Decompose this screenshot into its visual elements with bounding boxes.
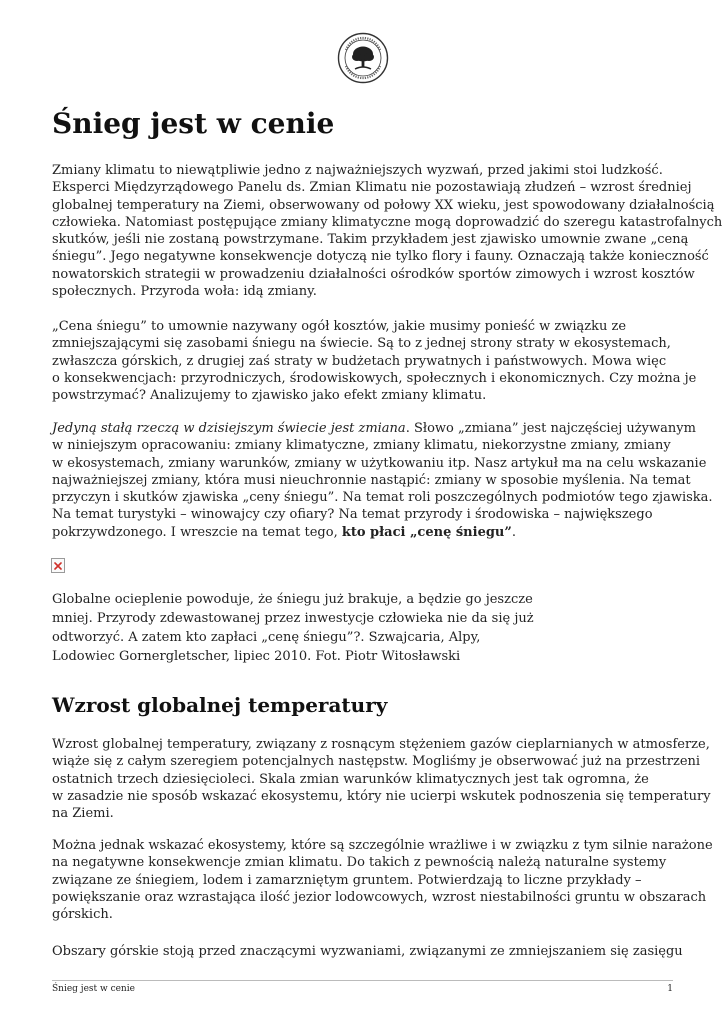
text-line: Można jednak wskazać ekosystemy, które są szczególnie wrażliwe i w związku z tym silnie narażone — [52, 838, 713, 853]
text-line: człowieka. Natomiast postępujące zmiany klimatyczne mogą doprowadzić do szeregu katastrofalnych — [52, 214, 723, 230]
caption-line: Globalne ocieplenie powoduje, że śniegu już brakuje, a będzie go jeszcze — [52, 592, 533, 607]
text-fragment: . Słowo „zmiana” jest najczęściej używanym — [405, 421, 696, 436]
section-paragraph-1 — [52, 736, 711, 822]
caption-line: mniej. Przyrody zdewastowanej przez inwestycje człowieka nie da się już — [52, 611, 534, 626]
text-line: na negatywne konsekwencje zmian klimatu. Do takich z pewnością należą naturalne systemy — [52, 855, 667, 871]
text-line: Na temat turystyki – winowajcy czy ofiary? Na temat przyrody i środowiska – największego — [52, 507, 653, 523]
tree-seal-logo — [337, 32, 389, 84]
intro-paragraph — [52, 162, 722, 300]
text-line: skutków, jeśli nie zostaną powstrzymane. Takim przykładem jest zjawisko umownie zwane „ceną — [52, 232, 689, 248]
page-number: 1 — [667, 984, 673, 994]
text-line: ostatnich trzech dziesięcioleci. Skala zmian warunków klimatycznych jest tak ogromna, że — [52, 771, 649, 787]
caption-line: odtworzyć. A zatem kto zapłaci „cenę śniegu”?. Szwajcaria, Alpy, — [52, 630, 481, 645]
text-line: zwłaszcza górskich, z drugiej zaś straty w budżetach prywatnych i państwowych. Mowa więc — [52, 353, 667, 369]
text-line: przyczyn i skutków zjawiska „ceny śniegu”. Na temat roli poszczególnych podmiotów tego zjawiska. — [52, 490, 713, 506]
text-line: globalnej temperatury na Ziemi, obserwowany od połowy XX wieku, jest spowodowany działalnością — [52, 197, 715, 213]
text-line: Eksperci Międzyrządowego Panelu ds. Zmian Klimatu nie pozostawiają złudzeń – wzrost średniej — [52, 180, 692, 196]
footer-divider — [52, 980, 673, 981]
text-line: zmniejszającymi się zasobami śniegu na świecie. Są to z jednej strony straty w ekosystemach, — [52, 336, 671, 352]
section-paragraph-2 — [52, 837, 713, 923]
section-heading: Wzrost globalnej temperatury — [52, 693, 388, 717]
text-line: Wzrost globalnej temperatury, związany z rosnącym stężeniem gazów cieplarnianych w atmosferze, — [52, 737, 710, 752]
caption-line: Lodowiec Gornergletscher, lipiec 2010. Fot. Piotr Witosławski — [52, 649, 461, 664]
text-line — [52, 524, 713, 541]
text-line: „Cena śniegu” to umownie nazywany ogół kosztów, jakie musimy ponieść w związku ze — [52, 319, 627, 334]
text-line: górskich. — [52, 907, 113, 923]
text-line: w niniejszym opracowaniu: zmiany klimatyczne, zmiany klimatu, niekorzystne zmiany, zmiany — [52, 438, 671, 454]
broken-image-icon — [51, 558, 65, 573]
text-line: na Ziemi. — [52, 806, 114, 822]
text-line: powstrzymać? Analizujemy to zjawisko jako efekt zmiany klimatu. — [52, 388, 487, 404]
text-line: najważniejszej zmiany, która musi nieuchronnie nastąpić: zmiany w sposobie myślenia. Na temat — [52, 472, 691, 488]
text-line — [52, 420, 713, 437]
text-line: wiąże się z całym szeregiem potencjalnych następstw. Mogliśmy je obserwować już na przestrzeni — [52, 754, 701, 770]
text-fragment: pokrzywdzonego. I wreszcie na temat tego, — [52, 524, 342, 540]
text-fragment: . — [511, 524, 516, 540]
definition-paragraph — [52, 318, 696, 404]
text-line: Obszary górskie stoją przed znaczącymi wyzwaniami, związanymi ze zmniejszaniem się zasięgu — [52, 944, 683, 959]
figure-caption — [52, 590, 534, 666]
section-paragraph-3 — [52, 943, 683, 960]
italic-quote: Jedyną stałą rzeczą w dzisiejszym świecie jest zmiana — [52, 421, 406, 436]
text-line: nowatorskich strategii w prowadzeniu działalności ośrodków sportów zimowych i wzrost kosztów — [52, 266, 695, 282]
text-line: społecznych. Przyroda woła: idą zmiany. — [52, 284, 317, 300]
scope-paragraph — [52, 420, 713, 541]
footer-title: Śnieg jest w cenie — [52, 984, 135, 994]
text-line: o konsekwencjach: przyrodniczych, środowiskowych, społecznych i ekonomicznych. Czy można je — [52, 370, 697, 386]
text-line: śniegu”. Jego negatywne konsekwencje dotyczą nie tylko flory i fauny. Oznaczają także konieczność — [52, 249, 709, 265]
text-line: Zmiany klimatu to niewątpliwie jedno z najważniejszych wyzwań, przed jakimi stoi ludzkość. — [52, 163, 663, 178]
text-line: w zasadzie nie sposób wskazać ekosystemu, który nie ucierpi wskutek podnoszenia się temperatury — [52, 788, 711, 804]
text-line: w ekosystemach, zmiany warunków, zmiany w użytkowaniu itp. Nasz artykuł ma na celu wskazanie — [52, 455, 707, 471]
page-title: Śnieg jest w cenie — [52, 107, 335, 140]
text-line: związane ze śniegiem, lodem i zamarzniętym gruntem. Potwierdzają to liczne przykłady – — [52, 872, 642, 888]
text-line: powiększanie oraz wzrastająca ilość jezior lodowcowych, wzrost niestabilności gruntu w obszarach — [52, 889, 707, 905]
bold-phrase: kto płaci „cenę śniegu” — [341, 524, 512, 540]
